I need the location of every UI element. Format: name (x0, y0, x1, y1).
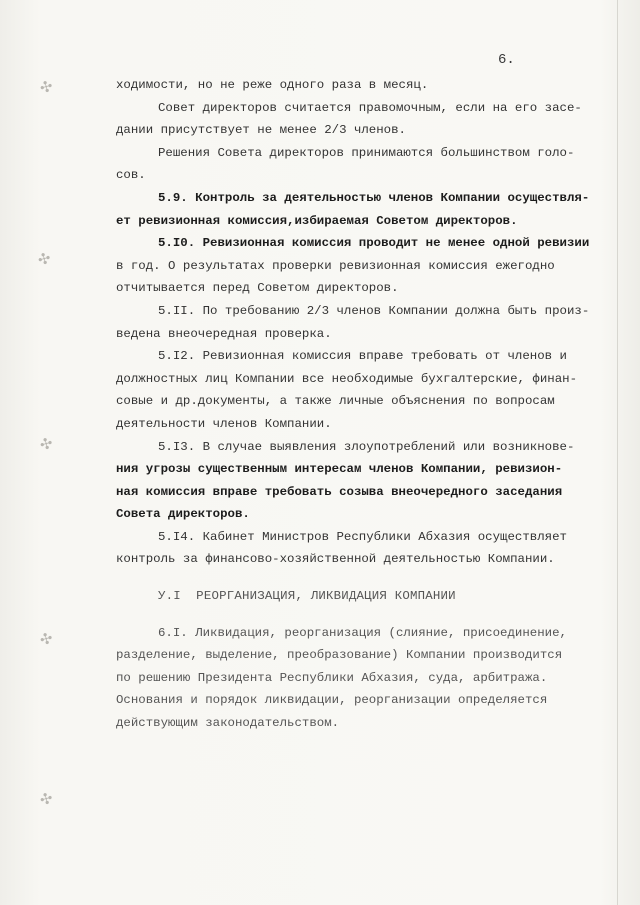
clause-5-12: 5.I2. Ревизионная комиссия вправе требовать от членов и (158, 349, 567, 364)
text-line: Совет директоров считается правомочным, если на его засе- (158, 100, 582, 115)
text-line: Основания и порядок ликвидации, реорганизации определяется (116, 693, 548, 708)
page-edge (617, 0, 618, 905)
text-line: разделение, выделение, преобразование) Компании производится (116, 648, 563, 663)
text-line: совые и др.документы, а также личные объяснения по вопросам (116, 394, 555, 409)
text-line: сов. (116, 168, 146, 183)
text-line: Совета директоров. (116, 507, 250, 522)
text-line: дании присутствует не менее 2/3 членов. (116, 123, 406, 138)
text-line: контроль за финансово-хозяйственной деятельностью Компании. (116, 552, 555, 567)
text-line: должностных лиц Компании все необходимые бухгалтерские, финан- (116, 371, 578, 386)
clause-5-13: 5.I3. В случае выявления злоупотреблений или возникнове- (158, 439, 575, 454)
text-line: ет ревизионная комиссия,избираемая Советом директоров. (116, 213, 518, 228)
text-line: действующим законодательством. (116, 716, 340, 731)
text-line: по решению Президента Республики Абхазия, суда, арбитража. (116, 670, 548, 685)
clause-5-10: 5.I0. Ревизионная комиссия проводит не менее одной ревизии (158, 236, 590, 251)
text-line: ходимости, но не реже одного раза в месяц. (116, 78, 429, 92)
hole-punch-mark: ✣ (37, 76, 55, 98)
hole-punch-mark: ✣ (37, 628, 55, 650)
clause-5-11: 5.II. По требованию 2/3 членов Компании должна быть произ- (158, 303, 590, 318)
text-line: отчитывается перед Советом директоров. (116, 281, 399, 296)
text-line: Решения Совета директоров принимаются большинством голо- (158, 145, 575, 160)
text-line: ная комиссия вправе требовать созыва внеочередного заседания (116, 484, 563, 499)
clause-5-9: 5.9. Контроль за деятельностью членов Компании осуществля- (158, 190, 590, 205)
hole-punch-mark: ✣ (37, 788, 55, 810)
clause-6-1: 6.I. Ликвидация, реорганизация (слияние, присоединение, (158, 625, 567, 640)
page-number: 6. (498, 52, 515, 68)
section-heading: У.I РЕОРГАНИЗАЦИЯ, ЛИКВИДАЦИЯ КОМПАНИИ (158, 589, 456, 604)
hole-punch-mark: ✣ (37, 433, 55, 455)
text-line: ведена внеочередная проверка. (116, 326, 332, 341)
text-line: ния угрозы существенным интересам членов Компании, ревизион- (116, 462, 563, 477)
clause-5-14: 5.I4. Кабинет Министров Республики Абхазия осуществляет (158, 529, 567, 544)
document-body (116, 74, 596, 735)
text-line: в год. О результатах проверки ревизионная комиссия ежегодно (116, 258, 555, 273)
hole-punch-mark: ✣ (35, 248, 53, 270)
text-line: деятельности членов Компании. (116, 416, 332, 431)
